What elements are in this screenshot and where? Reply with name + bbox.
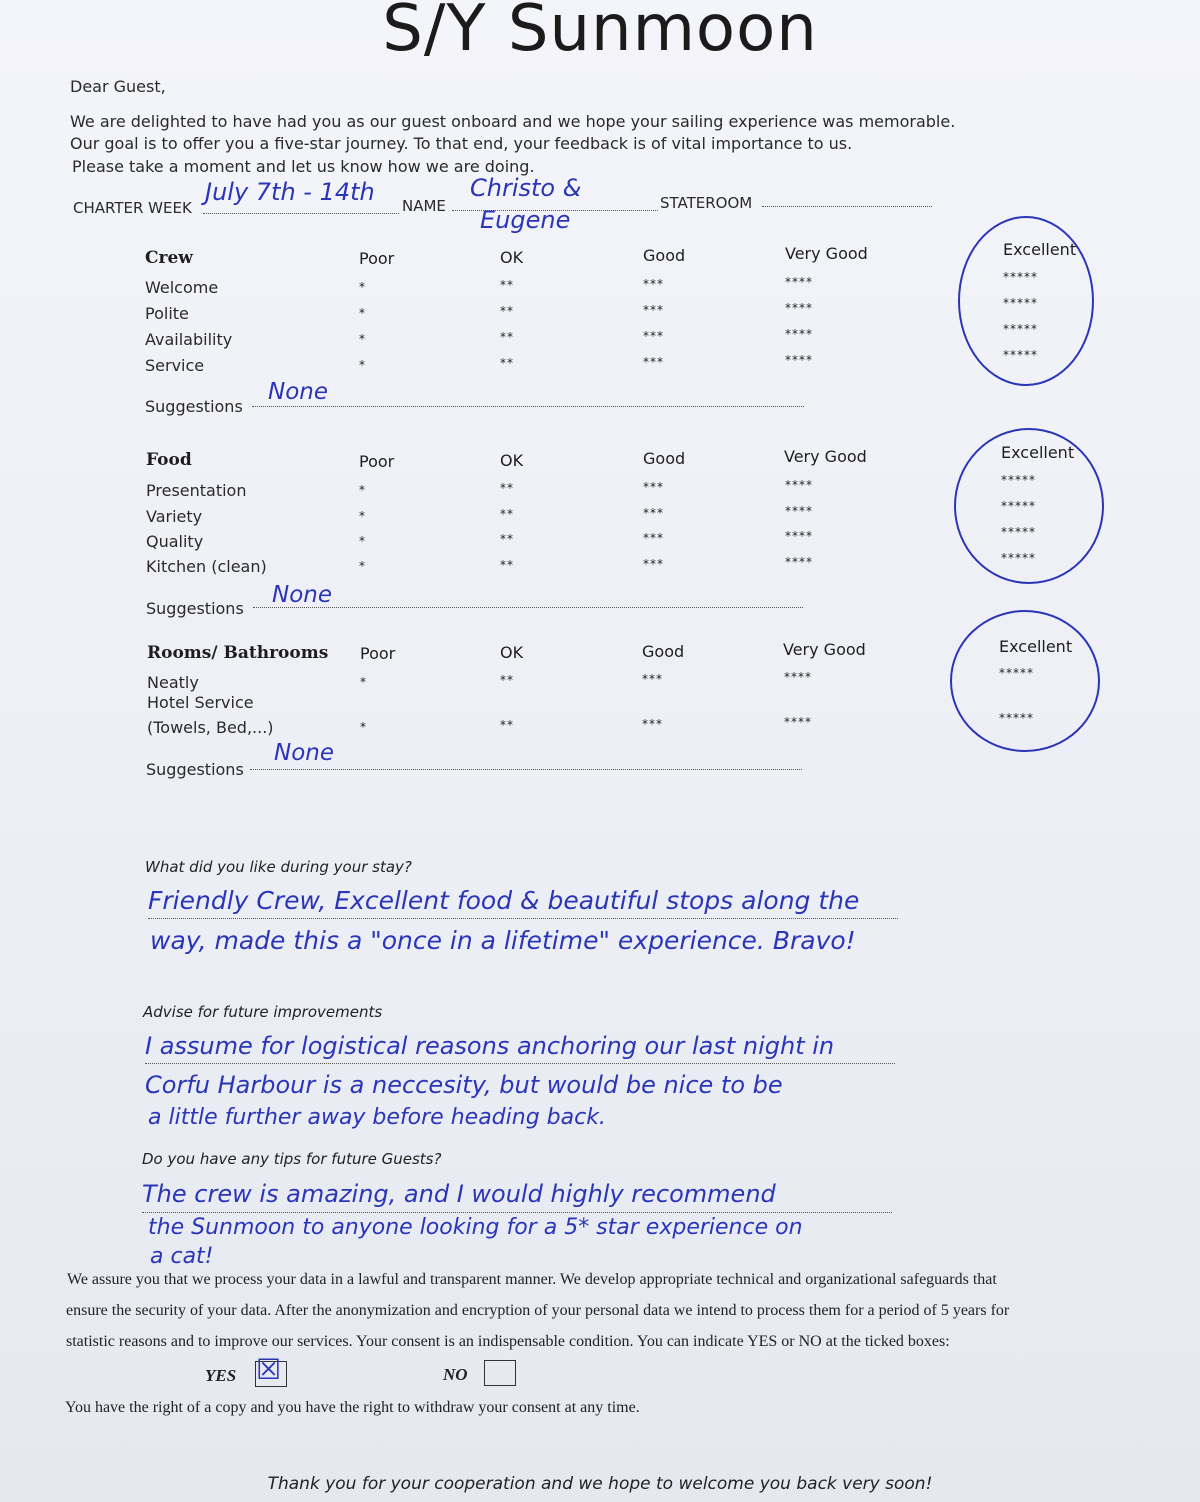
charter-week-line — [203, 213, 399, 214]
answer-liked-line2[interactable]: way, made this a "once in a lifetime" experience. Bravo! — [150, 926, 856, 955]
row-label: Welcome — [145, 278, 219, 297]
rating-star-excellent[interactable]: ***** — [1001, 473, 1036, 487]
rating-star-very-good[interactable]: **** — [785, 327, 813, 341]
answer-tips-line1[interactable]: The crew is amazing, and I would highly recommend — [142, 1180, 776, 1208]
row-label: Hotel Service — [147, 693, 254, 712]
answer-line — [142, 1212, 892, 1213]
rating-star-poor[interactable]: * — [359, 280, 366, 294]
charter-week-label: CHARTER WEEK — [73, 199, 192, 217]
rating-star-good[interactable]: *** — [643, 480, 664, 494]
rating-star-poor[interactable]: * — [359, 306, 366, 320]
rating-star-ok[interactable]: ** — [500, 481, 514, 495]
suggestions-label: Suggestions — [146, 599, 244, 618]
rating-star-poor[interactable]: * — [359, 534, 366, 548]
row-label: Neatly — [147, 673, 199, 692]
col-good: Good — [643, 246, 686, 265]
col-excellent: Excellent — [1003, 240, 1077, 259]
col-good: Good — [642, 642, 685, 661]
rating-star-excellent[interactable]: ***** — [1003, 322, 1038, 336]
rating-star-poor[interactable]: * — [359, 358, 366, 372]
rating-star-ok[interactable]: ** — [500, 532, 514, 546]
excellent-circle-mark — [958, 216, 1094, 386]
rating-star-poor[interactable]: * — [360, 720, 367, 734]
form-title: S/Y Sunmoon — [382, 0, 818, 66]
rating-star-ok[interactable]: ** — [500, 507, 514, 521]
question-tips: Do you have any tips for future Guests? — [142, 1150, 442, 1168]
col-very-good: Very Good — [784, 447, 867, 466]
rating-star-good[interactable]: *** — [642, 672, 663, 686]
answer-improvements-line1[interactable]: I assume for logistical reasons anchoring our last night in — [145, 1032, 835, 1060]
rating-star-ok[interactable]: ** — [500, 304, 514, 318]
rating-star-excellent[interactable]: ***** — [1003, 348, 1038, 362]
rating-star-very-good[interactable]: **** — [785, 275, 813, 289]
greeting: Dear Guest, — [70, 77, 166, 96]
col-ok: OK — [500, 248, 524, 267]
row-label: Kitchen (clean) — [146, 557, 267, 576]
rating-star-excellent[interactable]: ***** — [1001, 551, 1036, 565]
suggestions-line[interactable] — [252, 406, 804, 407]
rating-star-good[interactable]: *** — [642, 717, 663, 731]
consent-yes-label: YES — [205, 1366, 237, 1385]
rating-star-poor[interactable]: * — [359, 509, 366, 523]
col-excellent: Excellent — [1001, 443, 1075, 462]
consent-no-label: NO — [443, 1365, 468, 1384]
row-label: Quality — [146, 532, 204, 551]
rating-star-poor[interactable]: * — [359, 483, 366, 497]
col-poor: Poor — [359, 249, 395, 268]
answer-tips-line2[interactable]: the Sunmoon to anyone looking for a 5* star experience on — [148, 1215, 803, 1240]
section-title-crew: Crew — [145, 248, 193, 268]
rights-text: You have the right of a copy and you have the right to withdraw your consent at any time. — [65, 1399, 640, 1416]
rating-star-poor[interactable]: * — [359, 559, 366, 573]
rating-star-very-good[interactable]: **** — [784, 715, 812, 729]
rating-star-very-good[interactable]: **** — [785, 504, 813, 518]
name-value-line2[interactable]: Eugene — [480, 206, 571, 234]
legal-line-2: ensure the security of your data. After the anonymization and encryption of your personal data we intend to process them for a period of 5 years for — [66, 1302, 1010, 1319]
name-value-line1[interactable]: Christo & — [470, 174, 582, 202]
rating-star-very-good[interactable]: **** — [785, 478, 813, 492]
rating-star-very-good[interactable]: **** — [785, 555, 813, 569]
col-excellent: Excellent — [999, 637, 1073, 656]
rating-star-excellent[interactable]: ***** — [1003, 270, 1038, 284]
rating-star-very-good[interactable]: **** — [785, 353, 813, 367]
consent-no-checkbox[interactable] — [484, 1360, 516, 1386]
col-poor: Poor — [360, 644, 396, 663]
rating-star-ok[interactable]: ** — [500, 356, 514, 370]
rating-star-very-good[interactable]: **** — [784, 670, 812, 684]
rating-star-ok[interactable]: ** — [500, 558, 514, 572]
row-label: Service — [145, 356, 205, 375]
legal-line-1: We assure you that we process your data in a lawful and transparent manner. We develop appropriate technical and organizational safeguards that — [67, 1271, 997, 1288]
suggestion-value[interactable]: None — [274, 740, 335, 766]
answer-tips-line3[interactable]: a cat! — [150, 1244, 214, 1269]
excellent-circle-mark — [954, 428, 1104, 584]
col-good: Good — [643, 449, 686, 468]
section-title-rooms: Rooms/ Bathrooms — [147, 643, 329, 663]
charter-week-value[interactable]: July 7th - 14th — [205, 178, 375, 206]
intro-line-1: We are delighted to have had you as our guest onboard and we hope your sailing experience was memorable. — [70, 112, 956, 131]
rating-star-good[interactable]: *** — [643, 329, 664, 343]
row-label: Variety — [146, 507, 203, 526]
row-label: Polite — [145, 304, 189, 323]
answer-line — [148, 918, 898, 919]
consent-yes-checkbox[interactable] — [255, 1353, 287, 1387]
suggestion-value[interactable]: None — [268, 379, 329, 405]
legal-line-3: statistic reasons and to improve our services. Your consent is an indispensable condition. You can indicate YES or NO at the ticked boxes: — [66, 1333, 950, 1350]
intro-line-2: Our goal is to offer you a five-star journey. To that end, your feedback is of vital importance to us. — [70, 134, 853, 153]
rating-star-good[interactable]: *** — [643, 355, 664, 369]
suggestions-label: Suggestions — [145, 397, 243, 416]
question-improvements: Advise for future improvements — [143, 1003, 383, 1021]
suggestion-value[interactable]: None — [272, 582, 333, 608]
rating-star-ok[interactable]: ** — [500, 330, 514, 344]
rating-star-ok[interactable]: ** — [500, 673, 514, 687]
rating-star-ok[interactable]: ** — [500, 718, 514, 732]
rating-star-ok[interactable]: ** — [500, 278, 514, 292]
row-label: Availability — [145, 330, 233, 349]
rating-star-good[interactable]: *** — [643, 303, 664, 317]
row-label: Presentation — [146, 481, 247, 500]
check-mark-icon: ☒ — [256, 1353, 282, 1386]
rating-star-excellent[interactable]: ***** — [1001, 525, 1036, 539]
col-very-good: Very Good — [783, 640, 866, 659]
rating-star-good[interactable]: *** — [643, 557, 664, 571]
thanks-text: Thank you for your cooperation and we hope to welcome you back very soon! — [267, 1474, 933, 1494]
rating-star-excellent[interactable]: ***** — [1001, 499, 1036, 513]
col-very-good: Very Good — [785, 244, 868, 263]
suggestions-label: Suggestions — [146, 760, 244, 779]
col-ok: OK — [500, 643, 524, 662]
stateroom-label: STATEROOM — [660, 194, 753, 212]
rating-star-poor[interactable]: * — [360, 675, 367, 689]
col-ok: OK — [500, 451, 524, 470]
rating-star-excellent[interactable]: ***** — [999, 666, 1034, 680]
rating-star-good[interactable]: *** — [643, 506, 664, 520]
rating-star-excellent[interactable]: ***** — [1003, 296, 1038, 310]
excellent-circle-mark — [950, 610, 1100, 752]
row-label: (Towels, Bed,...) — [147, 718, 274, 737]
answer-improvements-line2[interactable]: Corfu Harbour is a neccesity, but would be nice to be — [145, 1071, 783, 1099]
answer-improvements-line3[interactable]: a little further away before heading back. — [148, 1105, 606, 1130]
answer-line — [145, 1063, 895, 1064]
section-title-food: Food — [146, 450, 192, 470]
question-liked: What did you like during your stay? — [145, 858, 412, 876]
rating-star-good[interactable]: *** — [643, 277, 664, 291]
intro-line-3: Please take a moment and let us know how we are doing. — [72, 157, 535, 176]
suggestions-line[interactable] — [250, 769, 802, 770]
rating-star-poor[interactable]: * — [359, 332, 366, 346]
rating-star-very-good[interactable]: **** — [785, 301, 813, 315]
rating-star-very-good[interactable]: **** — [785, 529, 813, 543]
suggestions-line[interactable] — [253, 607, 803, 608]
answer-liked-line1[interactable]: Friendly Crew, Excellent food & beautiful stops along the — [148, 886, 860, 915]
rating-star-good[interactable]: *** — [643, 531, 664, 545]
stateroom-line[interactable] — [762, 206, 932, 207]
rating-star-excellent[interactable]: ***** — [999, 711, 1034, 725]
name-label: NAME — [402, 197, 446, 215]
col-poor: Poor — [359, 452, 395, 471]
